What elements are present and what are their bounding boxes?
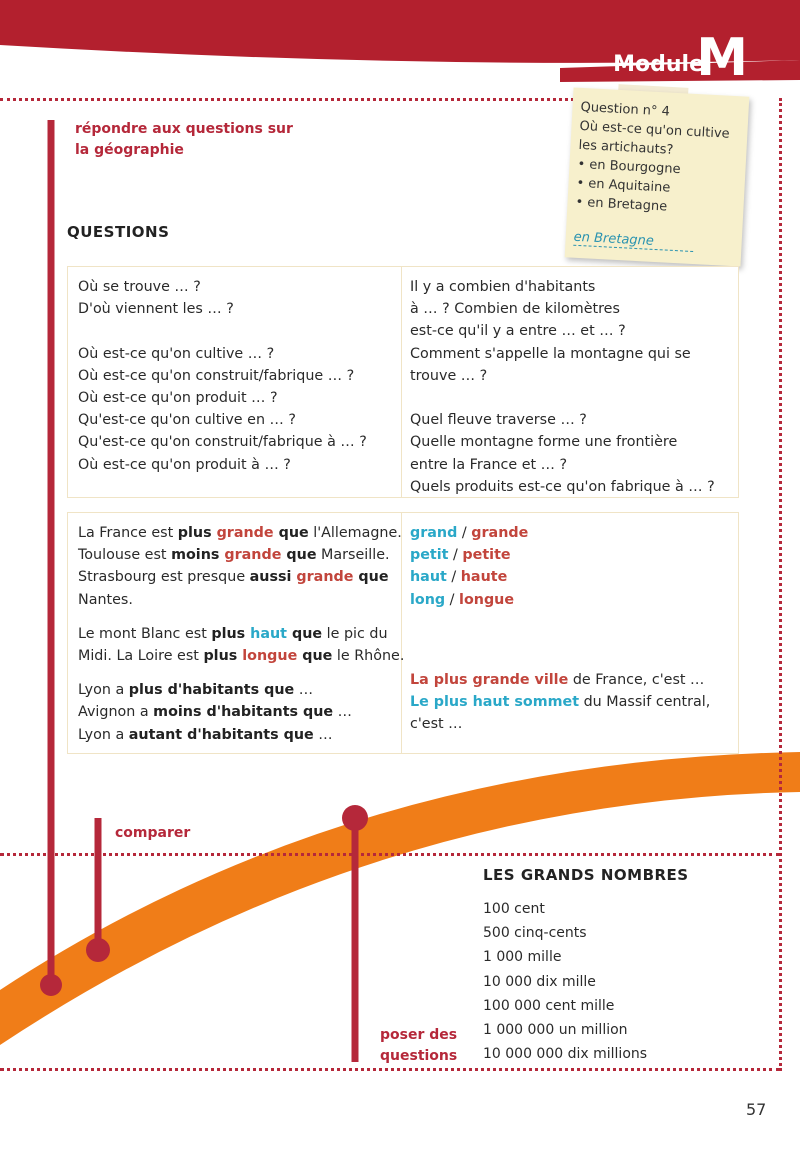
comparison-sentence: Midi. La Loire est plus longue que le Rhône.	[78, 648, 405, 665]
number-item: 100 cent	[483, 901, 545, 917]
grands-nombres-list	[483, 897, 647, 1066]
page-number: 57	[746, 1100, 767, 1119]
number-item: 500 cinq-cents	[483, 925, 587, 942]
question-line: est-ce qu'il y a entre … et … ?	[410, 323, 626, 340]
question-line	[78, 320, 367, 342]
column-divider	[401, 267, 402, 497]
questions-title: QUESTIONS	[67, 223, 170, 241]
comparison-sentence: Nantes.	[78, 591, 133, 608]
comparison-left-column	[78, 522, 404, 746]
sticky-line: • en Bourgogne	[577, 156, 681, 178]
number-item: 1 000 000 un million	[483, 1022, 628, 1039]
question-line	[410, 387, 715, 409]
comparison-sentence: La France est plus grande que l'Allemagne.	[78, 525, 402, 541]
comparison-right-column	[410, 522, 710, 735]
objective-compare: comparer	[115, 825, 191, 841]
question-line: Quels produits est-ce qu'on fabrique à … ?	[410, 478, 715, 495]
number-item: 100 000 cent mille	[483, 997, 615, 1014]
question-line: Où se trouve … ?	[78, 279, 201, 295]
question-line: entre la France et … ?	[410, 456, 568, 473]
question-line: Où est-ce qu'on construit/fabrique … ?	[78, 367, 355, 384]
question-line: Où est-ce qu'on produit à … ?	[78, 456, 291, 473]
adjective-pair: haut / haute	[410, 569, 508, 586]
adjective-pair: long / longue	[410, 591, 515, 608]
sticky-line: Question n° 4	[580, 99, 671, 120]
objective-geography: répondre aux questions sur la géographie	[75, 121, 293, 158]
comparison-sentence: Strasbourg est presque aussi grande que	[78, 569, 389, 586]
adjective-pair: grand / grande	[410, 525, 529, 541]
number-item: 10 000 dix mille	[483, 973, 596, 990]
question-line: Quel fleuve traverse … ?	[410, 412, 587, 429]
questions-right-column	[410, 276, 715, 498]
dotted-divider-middle	[0, 853, 780, 856]
question-line: Il y a combien d'habitants	[410, 279, 596, 295]
comparison-box	[67, 512, 739, 754]
question-line: Qu'est-ce qu'on cultive en … ?	[78, 412, 296, 429]
superlative-sentence: c'est …	[410, 716, 463, 733]
number-item: 1 000 mille	[483, 949, 562, 966]
question-line: Qu'est-ce qu'on construit/fabrique à … ?	[78, 434, 367, 451]
question-line: Quelle montagne forme une frontière	[410, 434, 678, 451]
comparison-sentence: Toulouse est moins grande que Marseille.	[78, 547, 390, 564]
comparison-sentence: Lyon a plus d'habitants que …	[78, 682, 314, 699]
comparison-sentence: Le mont Blanc est plus haut que le pic du	[78, 625, 388, 642]
module-word: Module	[613, 52, 704, 77]
comparison-sentence: Lyon a autant d'habitants que …	[78, 726, 333, 743]
sticky-line: les artichauts?	[578, 137, 674, 158]
questions-left-column	[78, 276, 367, 476]
questions-box	[67, 266, 739, 498]
dotted-divider-bottom	[0, 1068, 780, 1071]
number-item: 10 000 000 dix millions	[483, 1046, 648, 1063]
grands-nombres-title: LES GRANDS NOMBRES	[483, 866, 689, 884]
question-line: Comment s'appelle la montagne qui se	[410, 345, 691, 362]
sticky-line: Où est-ce qu'on cultive	[579, 118, 730, 142]
dotted-divider-top	[0, 98, 580, 101]
sticky-note	[565, 88, 750, 267]
sticky-line: • en Bretagne	[575, 194, 668, 215]
question-line: D'où viennent les … ?	[78, 301, 234, 318]
dotted-divider-right	[779, 98, 782, 1071]
comparison-sentence: Avignon a moins d'habitants que …	[78, 704, 352, 721]
question-line: à … ? Combien de kilomètres	[410, 301, 620, 318]
superlative-sentence: Le plus haut sommet du Massif central,	[410, 694, 711, 711]
sticky-answer: en Bretagne	[573, 229, 655, 249]
adjective-pair: petit / petite	[410, 547, 511, 564]
question-line: trouve … ?	[410, 367, 488, 384]
superlative-sentence: La plus grande ville de France, c'est …	[410, 671, 705, 688]
objective-ask: poser des questions	[380, 1027, 458, 1064]
sticky-line: • en Aquitaine	[576, 175, 671, 196]
question-line: Où est-ce qu'on produit … ?	[78, 390, 278, 407]
question-line: Où est-ce qu'on cultive … ?	[78, 345, 275, 362]
module-letter: M	[696, 28, 748, 88]
